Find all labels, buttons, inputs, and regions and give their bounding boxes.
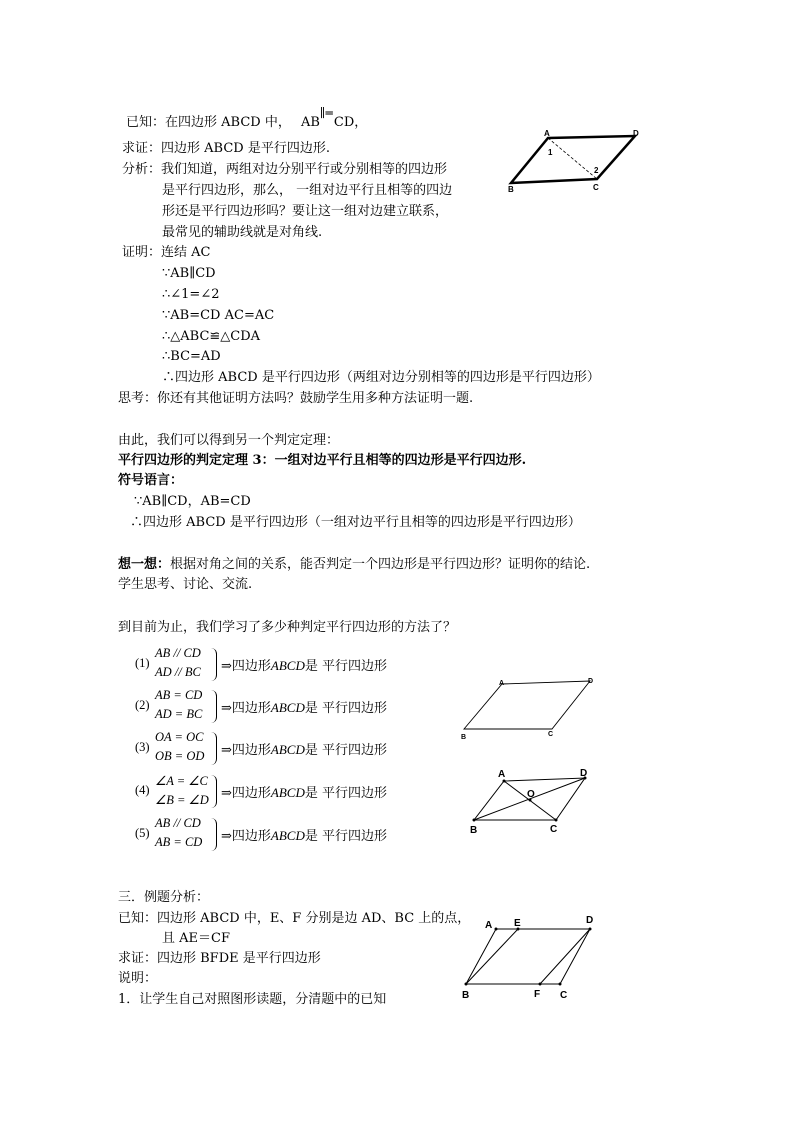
vertex-e: E xyxy=(514,918,521,929)
vertex-a: A xyxy=(499,680,505,687)
vertex-d: D xyxy=(588,678,594,685)
symbol-language-title: 符号语言： xyxy=(118,473,184,488)
point-b xyxy=(465,983,468,986)
derive-line: 由此，我们可以得到另一个判定定理： xyxy=(118,433,340,448)
point-a xyxy=(495,928,498,931)
proof-step: ∴∠1=∠2 xyxy=(162,287,220,302)
vertex-d: D xyxy=(586,915,594,926)
proof-step: ∵AB=CD AC=AC xyxy=(162,308,275,323)
parallelogram-outline xyxy=(466,929,590,984)
condition-line-1: AB = CD xyxy=(155,688,203,702)
methods-question: 到目前为止，我们学习了多少种判定平行四边形的方法了？ xyxy=(118,620,457,635)
proof-step: ∴BC=AD xyxy=(162,349,221,364)
theorem-3: 平行四边形的判定定理 3：一组对边平行且相等的四边形是平行四边形. xyxy=(118,453,527,468)
vertex-o: O xyxy=(527,789,535,800)
condition-number: (3) xyxy=(135,740,150,754)
right-brace xyxy=(210,690,217,723)
condition-line-1: AB // CD xyxy=(155,816,201,830)
cd-text: CD， xyxy=(333,115,368,130)
symbol-line-1: ∵AB∥CD，AB=CD xyxy=(134,494,251,509)
vertex-d: D xyxy=(580,768,588,779)
condition-1 xyxy=(135,646,455,686)
symbol-line-2: ∴四边形 ABCD 是平行四边形（一组对边平行且相等的四边形是平行四边形） xyxy=(130,515,581,530)
figure-parallelogram-2 xyxy=(455,672,605,742)
discussion-line: 学生思考、讨论、交流. xyxy=(118,577,253,592)
condition-result: ⇒四边形ABCD是 平行四边形 xyxy=(221,785,388,801)
section-3-heading: 三．例题分析： xyxy=(118,890,210,905)
vertex-c: C xyxy=(593,183,599,192)
condition-number: (5) xyxy=(135,826,150,840)
angle-1: 1 xyxy=(548,148,553,157)
parallelogram-outline xyxy=(464,681,590,729)
point-c xyxy=(555,819,558,822)
vertex-a: A xyxy=(544,129,550,138)
condition-line-1: AB // CD xyxy=(155,646,201,660)
condition-number: (4) xyxy=(135,783,150,797)
angle-2: 2 xyxy=(594,166,599,175)
point-b xyxy=(473,819,476,822)
condition-number: (1) xyxy=(135,656,150,670)
condition-line-2: OB = OD xyxy=(155,749,205,763)
analysis-line-3: 形还是平行四边形吗？要让这一组对边建立联系， xyxy=(162,204,449,219)
vertex-b: B xyxy=(508,185,514,194)
example-given-2: 且 AE＝CF xyxy=(162,931,230,946)
think-more-line xyxy=(118,556,590,574)
example-given: 已知：四边形 ABCD 中，E、F 分别是边 AD、BC 上的点， xyxy=(118,911,471,926)
vertex-b: B xyxy=(470,825,478,836)
figure-parallelogram-1 xyxy=(500,126,650,196)
condition-5 xyxy=(135,816,455,856)
proof-conclusion: ∴四边形 ABCD 是平行四边形（两组对边分别相等的四边形是平行四边形） xyxy=(162,370,600,385)
analysis-line-2: 是平行四边形，那么， 一组对边平行且相等的四边 xyxy=(162,183,453,198)
right-brace xyxy=(210,818,217,851)
vertex-c: C xyxy=(548,731,554,738)
parallel-equal-expr xyxy=(300,106,368,132)
vertex-b: B xyxy=(461,734,467,741)
condition-result: ⇒四边形ABCD是 平行四边形 xyxy=(221,742,388,758)
right-brace xyxy=(210,775,217,808)
diagonal-ac xyxy=(548,138,597,179)
condition-result: ⇒四边形ABCD是 平行四边形 xyxy=(221,700,388,716)
vertex-a: A xyxy=(485,920,493,931)
proof-intro: 证明：连结 AC xyxy=(122,245,211,260)
proof-step: ∵AB∥CD xyxy=(162,266,216,281)
think-line: 思考：你还有其他证明方法吗？鼓励学生用多种方法证明一题. xyxy=(118,391,474,406)
analysis-line-1: 分析：我们知道，两组对边分别平行或分别相等的四边形 xyxy=(122,162,448,177)
explain-item-1: 1．让学生自己对照图形读题，分清题中的已知 xyxy=(118,992,387,1007)
point-f xyxy=(539,983,542,986)
right-brace xyxy=(210,732,217,765)
proof-step: ∴△ABC≌△CDA xyxy=(162,329,261,344)
condition-line-1: OA = OC xyxy=(155,730,204,744)
think-more-label: 想一想： xyxy=(118,557,171,572)
ab-text: AB xyxy=(300,115,320,130)
vertex-c: C xyxy=(560,990,568,1001)
condition-result: ⇒四边形ABCD是 平行四边形 xyxy=(221,828,388,844)
example-prove: 求证：四边形 BFDE 是平行四边形 xyxy=(118,951,321,966)
figure-parallelogram-4 xyxy=(456,908,616,1004)
condition-line-2: AD = BC xyxy=(155,707,203,721)
point-d xyxy=(589,928,592,931)
explain-label: 说明： xyxy=(118,971,158,986)
condition-3 xyxy=(135,730,455,770)
vertex-d: D xyxy=(633,129,639,138)
think-more-text: 根据对角之间的关系，能否判定一个四边形是平行四边形？证明你的结论. xyxy=(170,557,591,572)
given-line xyxy=(126,106,368,132)
condition-result: ⇒四边形ABCD是 平行四边形 xyxy=(221,658,388,674)
vertex-a: A xyxy=(498,769,506,780)
parallel-equal-symbol: ∥═ xyxy=(319,106,333,120)
vertex-f: F xyxy=(534,989,541,1000)
parallelogram-outline xyxy=(511,136,635,183)
point-c xyxy=(559,983,562,986)
condition-line-2: ∠B = ∠D xyxy=(155,793,209,807)
condition-line-2: AD // BC xyxy=(155,665,201,679)
condition-line-1: ∠A = ∠C xyxy=(155,774,208,788)
vertex-b: B xyxy=(462,990,470,1001)
condition-number: (2) xyxy=(135,698,150,712)
given-label: 已知：在四边形 ABCD 中， xyxy=(126,115,291,130)
analysis-line-4: 最常见的辅助线就是对角线. xyxy=(162,225,323,240)
prove-statement: 求证：四边形 ABCD 是平行四边形. xyxy=(122,141,330,156)
condition-line-2: AB = CD xyxy=(155,835,203,849)
condition-2 xyxy=(135,688,455,728)
condition-4 xyxy=(135,773,455,813)
figure-parallelogram-3 xyxy=(462,762,612,842)
right-brace xyxy=(210,648,217,681)
vertex-c: C xyxy=(550,824,558,835)
